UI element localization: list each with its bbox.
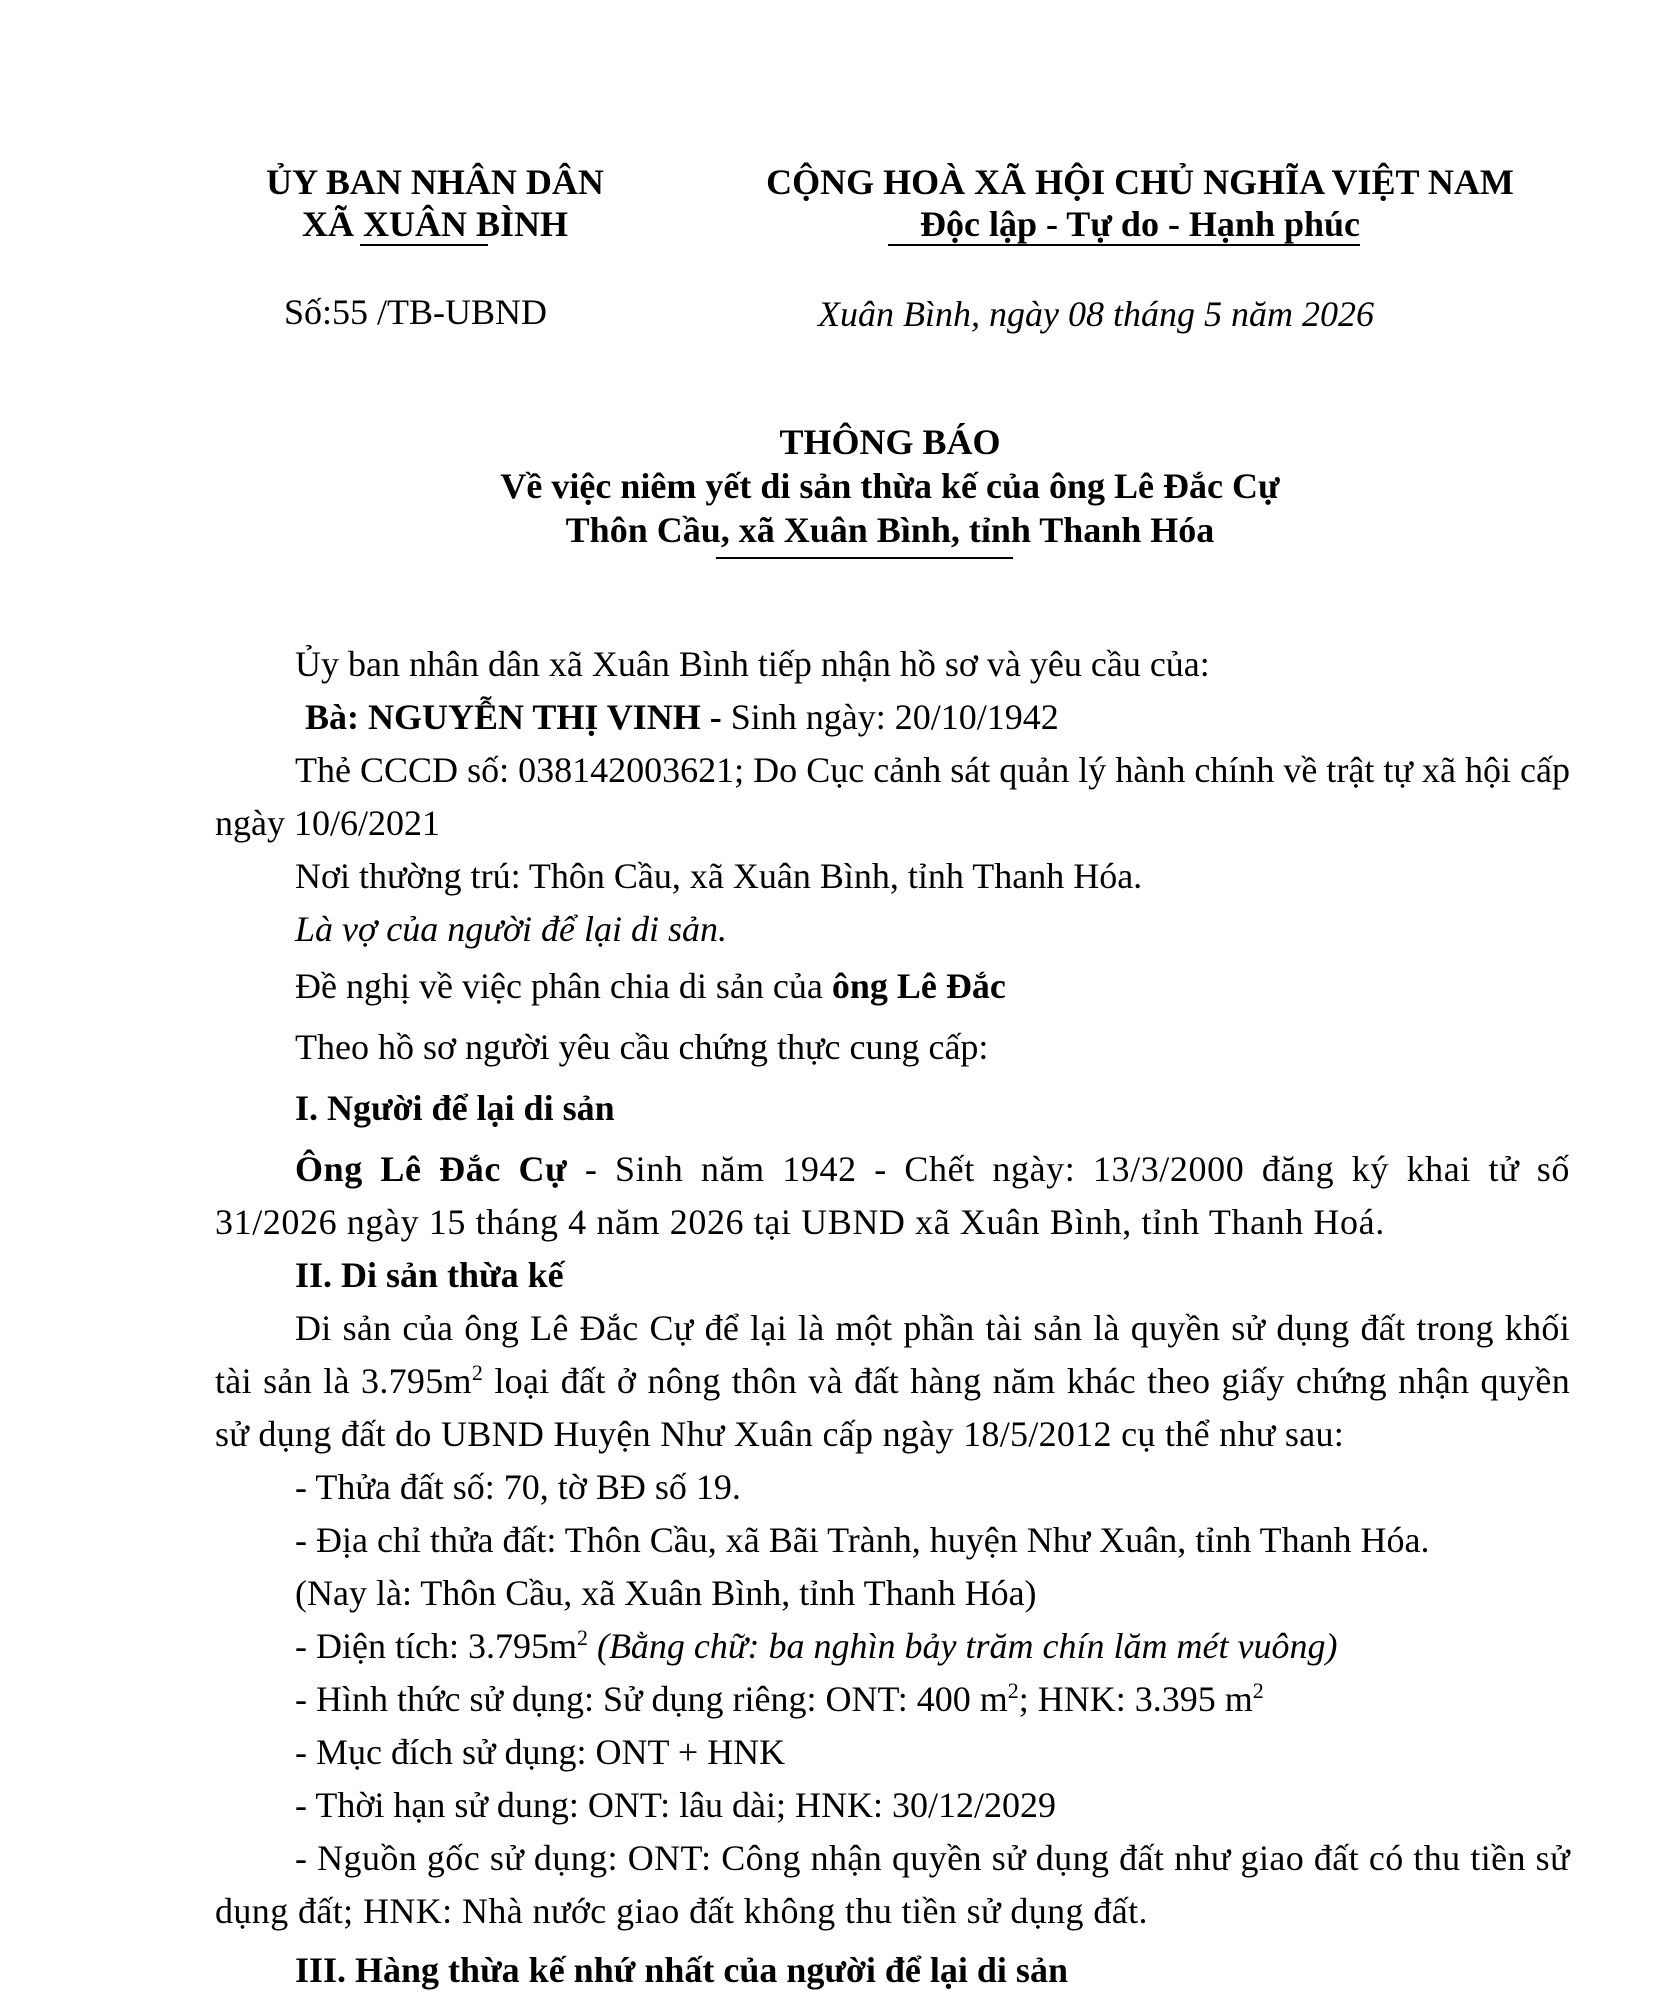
relation-paragraph: Là vợ của người để lại di sản. bbox=[295, 909, 728, 949]
section2-heading: II. Di sản thừa kế bbox=[295, 1255, 564, 1295]
item-area-prefix: - Diện tích: 3.795m bbox=[295, 1626, 577, 1666]
item-origin: - Nguồn gốc sử dụng: ONT: Công nhận quyền sử dụng đất như giao đất có thu tiền sử dụng đất; HNK: Nhà nước giao đất không thu tiền sử dụng đất. bbox=[215, 1838, 1570, 1931]
request-prefix: Đề nghị về việc phân chia di sản của bbox=[295, 966, 832, 1006]
national-motto: Độc lập - Tự do - Hạnh phúc bbox=[919, 204, 1361, 244]
intro-paragraph: Ủy ban nhân dân xã Xuân Bình tiếp nhận hồ sơ và yêu cầu của: bbox=[295, 644, 1210, 684]
id-card-paragraph: Thẻ CCCD số: 038142003621; Do Cục cảnh sát quản lý hành chính về trật tự xã hội cấp ngày 10/6/2021 bbox=[215, 750, 1570, 843]
issuer-name-line2: XÃ XUÂN BÌNH bbox=[301, 204, 568, 244]
document-body bbox=[215, 638, 1570, 1997]
issuer-underline bbox=[360, 244, 488, 246]
item-area-words: (Bằng chữ: ba nghìn bảy trăm chín lăm mét vuông) bbox=[587, 1626, 1338, 1666]
item-use-form bbox=[215, 1673, 1570, 1726]
request-name: ông Lê Đắc bbox=[831, 966, 1006, 1006]
issuer-name-line1: ỦY BAN NHÂN DÂN bbox=[266, 162, 604, 202]
item-parcel: - Thửa đất số: 70, tờ BĐ số 19. bbox=[295, 1467, 741, 1507]
section2-text-b: loại đất ở nông thôn và đất hàng năm khác theo giấy chứng nhận quyền sử dụng đất do UBND Huyện Như Xuân cấp ngày 18/5/2012 cụ thể như sau: bbox=[215, 1361, 1570, 1454]
deceased-name: Ông Lê Đắc Cự bbox=[295, 1149, 568, 1189]
section1-heading: I. Người để lại di sản bbox=[295, 1088, 615, 1128]
document-subtitle: Về việc niêm yết di sản thừa kế của ông Lê Đắc Cự bbox=[500, 466, 1280, 506]
item-use-form-sup2: 2 bbox=[1252, 1678, 1264, 1703]
title-underline bbox=[716, 557, 1013, 559]
motto-underline bbox=[888, 244, 1360, 246]
item-use-form-a: - Hình thức sử dụng: Sử dụng riêng: ONT: 400 m bbox=[295, 1679, 1008, 1719]
request-paragraph bbox=[215, 960, 1570, 1013]
section2-text-a: Di sản của ông Lê Đắc Cự để lại là một phần tài sản là quyền sử dụng đất trong khối tài sản là 3.795m bbox=[215, 1308, 1570, 1401]
national-title: CỘNG HOÀ XÃ HỘI CHỦ NGHĨA VIỆT NAM bbox=[766, 162, 1514, 202]
item-area-sup: 2 bbox=[576, 1625, 588, 1650]
item-term: - Thời hạn sử dung: ONT: lâu dài; HNK: 30/12/2029 bbox=[295, 1785, 1057, 1825]
requester-name: Bà: NGUYỄN THỊ VINH - bbox=[305, 697, 731, 737]
item-use-form-b: ; HNK: 3.395 m bbox=[1018, 1679, 1253, 1719]
requester-birth: Sinh ngày: 20/10/1942 bbox=[730, 697, 1059, 737]
item-use-form-sup1: 2 bbox=[1007, 1678, 1019, 1703]
item-address: - Địa chỉ thửa đất: Thôn Cầu, xã Bãi Trành, huyện Như Xuân, tỉnh Thanh Hóa. bbox=[295, 1520, 1430, 1560]
deceased-details: - Sinh năm 1942 - Chết ngày: 13/3/2000 đăng ký khai tử số 31/2026 ngày 15 tháng 4 năm 2026 tại UBND xã Xuân Bình, tỉnh Thanh Hoá. bbox=[215, 1149, 1570, 1242]
requester-line bbox=[215, 691, 1570, 744]
item-address-now: (Nay là: Thôn Cầu, xã Xuân Bình, tỉnh Thanh Hóa) bbox=[295, 1573, 1037, 1613]
section2-sup: 2 bbox=[471, 1360, 484, 1385]
document-title: THÔNG BÁO bbox=[779, 422, 1001, 462]
section2-paragraph bbox=[215, 1302, 1570, 1461]
section1-paragraph bbox=[215, 1143, 1570, 1249]
item-area bbox=[215, 1620, 1570, 1673]
document-location: Thôn Cầu, xã Xuân Bình, tỉnh Thanh Hóa bbox=[565, 510, 1215, 550]
basis-paragraph: Theo hồ sơ người yêu cầu chứng thực cung cấp: bbox=[295, 1027, 989, 1067]
place-date: Xuân Bình, ngày 08 tháng 5 năm 2026 bbox=[818, 294, 1374, 334]
item-purpose: - Mục đích sử dụng: ONT + HNK bbox=[295, 1732, 786, 1772]
residence-paragraph: Nơi thường trú: Thôn Cầu, xã Xuân Bình, tỉnh Thanh Hóa. bbox=[295, 856, 1143, 896]
document-number: Số:55 /TB-UBND bbox=[284, 292, 548, 332]
section3-heading: III. Hàng thừa kế nhứ nhất của người để lại di sản bbox=[295, 1950, 1068, 1990]
